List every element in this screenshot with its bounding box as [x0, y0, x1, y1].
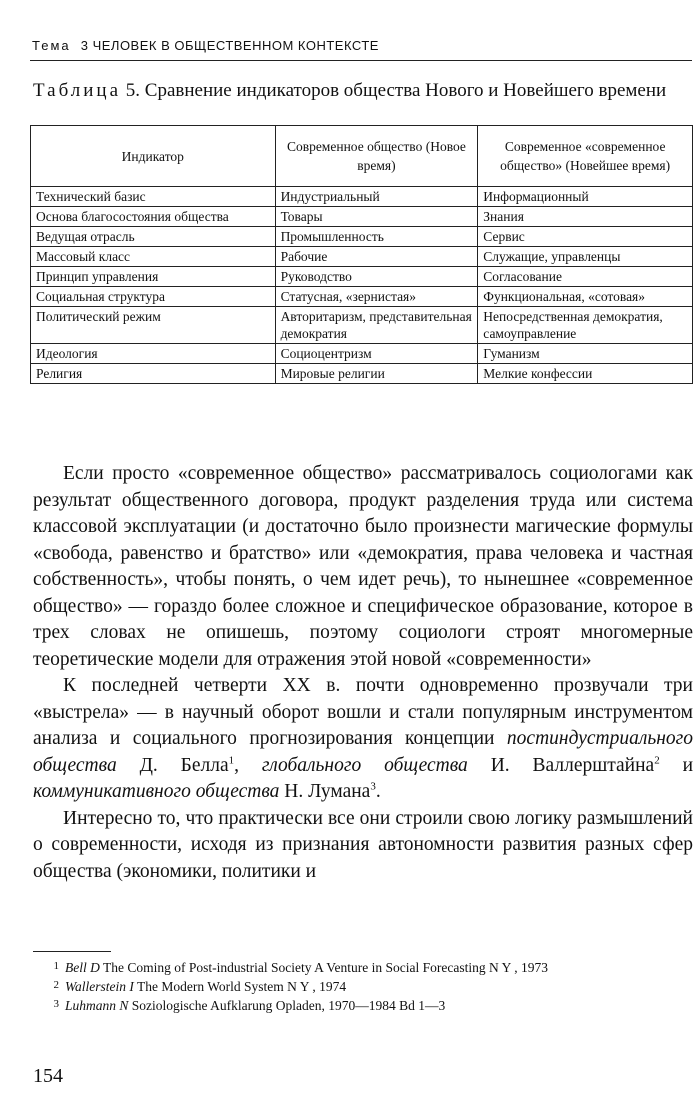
table-row	[31, 364, 693, 384]
table-cell: Знания	[478, 207, 693, 227]
table-cell: Статусная, «зернистая»	[275, 287, 478, 307]
table-cell: Гуманизм	[478, 344, 693, 364]
table-row	[31, 227, 693, 247]
paragraph-2-text: К последней четверти XX в. почти одновременно прозвучали три «выстрела» — в научный оборот вошли и стали популярным инструментом анализа и социального прогнозирования концепции	[33, 675, 693, 749]
table-cell: Рабочие	[275, 247, 478, 267]
footnote-text: The Coming of Post-industrial Society A Venture in Social Forecasting N Y , 1973	[99, 960, 548, 975]
table-cell: Социальная структура	[31, 287, 276, 307]
footnote-2	[33, 977, 693, 995]
footnote-author: Wallerstein I	[65, 979, 134, 994]
term-global: глобального общества	[261, 754, 468, 776]
conjunction: и	[659, 754, 694, 776]
footnote-number: 3	[53, 998, 59, 1010]
footnote-author: Bell D	[65, 960, 100, 975]
table-row	[31, 307, 693, 344]
footnote-3	[33, 996, 693, 1014]
paragraph-1: Если просто «современное общество» рассматривалось социологами как результат общественного договора, продукт разделения труда или система классовой эксплуатации (и достаточно было произнести магические формулы «свобода, равенство и братство» или «демократия, права человека и частная собственность», чтобы понять, о чем идет речь), то нынешнее «современное общество» — гораздо более сложное и специфическое образование, которое в трех словах не опишешь, поэтому социологи строят многомерные теоретические модели для отражения этой новой «современности»	[33, 463, 693, 670]
table-header-modern: Современное общество (Новое время)	[275, 126, 478, 187]
table-cell: Ведущая отрасль	[31, 227, 276, 247]
table-caption-label: Таблица	[33, 80, 122, 101]
footnotes	[33, 958, 693, 1015]
footnote-author: Luhmann N	[65, 998, 129, 1013]
body-text	[33, 461, 693, 885]
footnote-ref-3: 3	[370, 780, 376, 793]
running-head-chapter: 3 ЧЕЛОВЕК В ОБЩЕСТВЕННОМ КОНТЕКСТЕ	[80, 38, 379, 53]
period: .	[375, 781, 381, 802]
table-cell: Служащие, управленцы	[478, 247, 693, 267]
table-row	[31, 344, 693, 364]
table-cell: Технический базис	[31, 187, 276, 207]
running-head-tema: Тема	[32, 38, 71, 53]
table-cell: Непосредственная демократия, самоуправление	[478, 307, 693, 344]
table-row	[31, 287, 693, 307]
table-cell: Политический режим	[31, 307, 276, 344]
table-cell: Функциональная, «сотовая»	[478, 287, 693, 307]
author-wallerstein: И. Валлерштайна	[467, 754, 655, 776]
author-bell: Д. Белла	[116, 754, 229, 776]
footnote-1	[33, 958, 693, 976]
header-rule	[30, 60, 692, 61]
table-cell: Индустриальный	[275, 187, 478, 207]
term-communicative: коммуникативного общества	[33, 781, 280, 802]
table-cell: Товары	[275, 207, 478, 227]
table-cell: Идеология	[31, 344, 276, 364]
footnote-text: The Modern World System N Y , 1974	[133, 979, 347, 994]
table-row	[31, 207, 693, 227]
page-number: 154	[33, 1065, 63, 1087]
table-caption-text: 5. Сравнение индикаторов общества Нового и Новейшего времени	[121, 80, 667, 101]
table-row	[31, 187, 693, 207]
footnote-ref-2: 2	[654, 754, 660, 766]
footnote-ref-1: 1	[228, 754, 235, 766]
table-cell: Социоцентризм	[275, 344, 478, 364]
table-cell: Авторитаризм, представительная демократия	[275, 307, 478, 344]
paragraph-2	[33, 673, 693, 806]
comparison-table	[30, 125, 693, 384]
table-cell: Мелкие конфессии	[478, 364, 693, 384]
author-luhmann: Н. Лумана	[279, 781, 371, 802]
footnote-number: 1	[53, 960, 59, 972]
table-cell: Массовый класс	[31, 247, 276, 267]
table-cell: Основа благосостояния общества	[31, 207, 276, 227]
table-caption	[33, 80, 683, 102]
footnote-rule	[33, 951, 111, 952]
table-cell: Сервис	[478, 227, 693, 247]
table-cell: Мировые религии	[275, 364, 478, 384]
term-postindustrial: постиндустриального общества	[33, 728, 693, 776]
table-cell: Религия	[31, 364, 276, 384]
paragraph-3: Интересно то, что практически все они строили свою логику размышлений о современности, исходя из признания автономности развития разных сфер общества (экономики, политики и	[33, 807, 693, 882]
table-header-indicator: Индикатор	[31, 126, 276, 187]
table-cell: Информационный	[478, 187, 693, 207]
table-cell: Согласование	[478, 267, 693, 287]
footnote-number: 2	[53, 979, 59, 991]
table-cell: Руководство	[275, 267, 478, 287]
separator: ,	[234, 754, 262, 776]
running-head	[32, 38, 379, 53]
table-cell: Принцип управления	[31, 267, 276, 287]
table-cell: Промышленность	[275, 227, 478, 247]
table-row	[31, 247, 693, 267]
footnote-text: Soziologische Aufklarung Opladen, 1970—1984 Bd 1—3	[128, 998, 446, 1013]
table-header-newest: Современное «современное общество» (Новейшее время)	[478, 126, 693, 187]
table-header-row	[31, 126, 693, 187]
table-row	[31, 267, 693, 287]
